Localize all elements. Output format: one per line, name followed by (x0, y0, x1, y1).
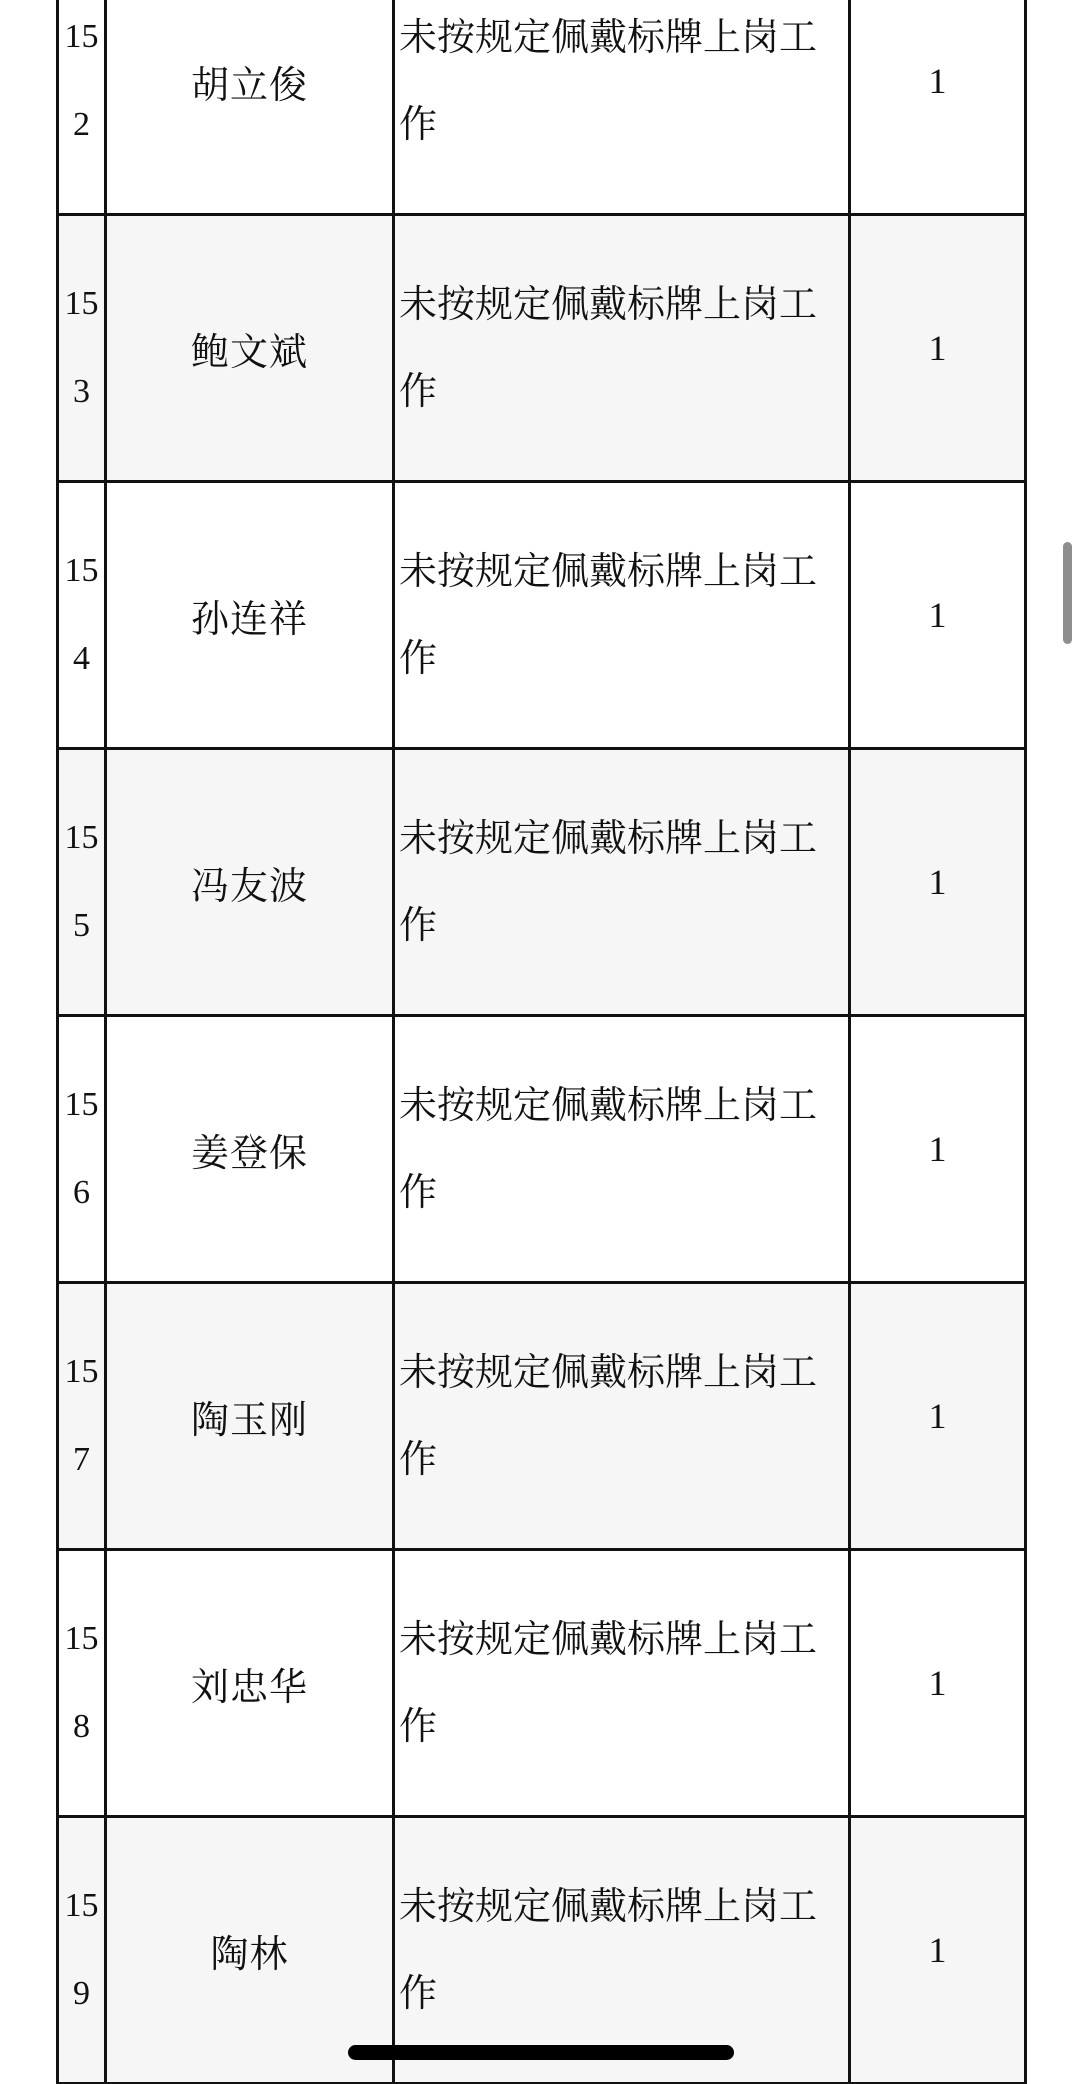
row-index: 156 (58, 1016, 106, 1283)
scrollbar-thumb[interactable] (1063, 542, 1072, 644)
violations-table (56, 0, 1027, 2084)
table-row (58, 1550, 1026, 1817)
person-name: 陶玉刚 (106, 1283, 394, 1550)
violation-count: 1 (850, 1016, 1026, 1283)
person-name: 胡立俊 (106, 0, 394, 215)
violation-reason: 未按规定佩戴标牌上岗工作 (394, 1817, 850, 2084)
violation-reason: 未按规定佩戴标牌上岗工作 (394, 482, 850, 749)
violation-reason: 未按规定佩戴标牌上岗工作 (394, 215, 850, 482)
violation-reason: 未按规定佩戴标牌上岗工作 (394, 749, 850, 1016)
violation-count: 1 (850, 1283, 1026, 1550)
violation-count: 1 (850, 749, 1026, 1016)
table-row (58, 215, 1026, 482)
row-index: 157 (58, 1283, 106, 1550)
violation-count: 1 (850, 1817, 1026, 2084)
table-row (58, 1817, 1026, 2084)
table-row (58, 482, 1026, 749)
violation-count: 1 (850, 0, 1026, 215)
table-row (58, 0, 1026, 215)
person-name: 孙连祥 (106, 482, 394, 749)
person-name: 姜登保 (106, 1016, 394, 1283)
row-index: 155 (58, 749, 106, 1016)
row-index: 154 (58, 482, 106, 749)
row-index: 152 (58, 0, 106, 215)
table-row (58, 1016, 1026, 1283)
violation-reason: 未按规定佩戴标牌上岗工作 (394, 0, 850, 215)
violation-count: 1 (850, 1550, 1026, 1817)
violation-count: 1 (850, 482, 1026, 749)
person-name: 刘忠华 (106, 1550, 394, 1817)
table-row (58, 749, 1026, 1016)
row-index: 158 (58, 1550, 106, 1817)
violation-reason: 未按规定佩戴标牌上岗工作 (394, 1550, 850, 1817)
violation-reason: 未按规定佩戴标牌上岗工作 (394, 1016, 850, 1283)
row-index: 153 (58, 215, 106, 482)
person-name: 陶林 (106, 1817, 394, 2084)
table-row (58, 1283, 1026, 1550)
home-indicator-bar[interactable] (348, 2045, 734, 2060)
violation-reason: 未按规定佩戴标牌上岗工作 (394, 1283, 850, 1550)
row-index: 159 (58, 1817, 106, 2084)
person-name: 鲍文斌 (106, 215, 394, 482)
violation-count: 1 (850, 215, 1026, 482)
person-name: 冯友波 (106, 749, 394, 1016)
